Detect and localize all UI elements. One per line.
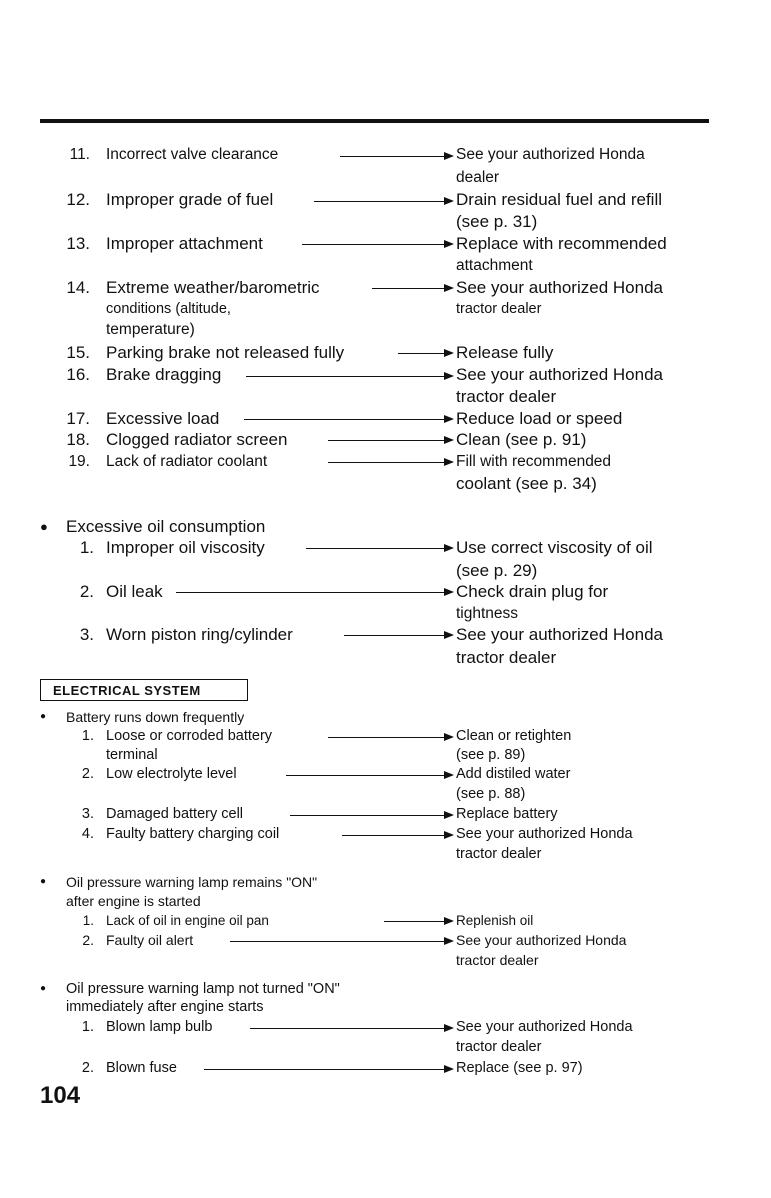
item-cause: Blown lamp bulb <box>106 1019 213 1035</box>
item-remedy: Check drain plug for <box>456 582 609 601</box>
arrow <box>342 835 452 836</box>
item-number: 13. <box>66 234 90 253</box>
item-remedy-cont: tractor dealer <box>456 648 557 667</box>
item-cause: Brake dragging <box>106 365 222 384</box>
section-title-box <box>40 679 248 701</box>
item-remedy-cont: coolant (see p. 34) <box>456 474 597 493</box>
item-number: 16. <box>66 365 90 384</box>
arrow <box>372 288 452 289</box>
item-cause: Low electrolyte level <box>106 766 237 782</box>
arrow <box>250 1028 452 1029</box>
item-cause: Faulty oil alert <box>106 932 194 948</box>
item-cause: Faulty battery charging coil <box>106 826 280 842</box>
item-remedy: Add distiled water <box>456 766 571 782</box>
page-number: 104 <box>40 1082 81 1109</box>
item-remedy-cont: (see p. 29) <box>456 561 538 580</box>
item-number: 14. <box>66 278 90 297</box>
item-remedy-cont: tractor dealer <box>456 301 542 317</box>
item-number: 17. <box>66 409 90 428</box>
item-remedy: Replace with recommended <box>456 234 667 253</box>
item-remedy-cont: (see p. 89) <box>456 747 526 763</box>
arrow <box>340 156 452 157</box>
item-remedy: Clean or retighten <box>456 728 572 744</box>
item-remedy-cont: tractor dealer <box>456 952 539 968</box>
item-number: 3. <box>79 625 94 644</box>
item-remedy: Use correct viscosity of oil <box>456 538 653 557</box>
item-remedy: Replace (see p. 97) <box>456 1060 583 1076</box>
arrow <box>204 1069 452 1070</box>
item-number: 2. <box>81 766 94 782</box>
item-remedy-cont: tightness <box>456 605 519 622</box>
arrow <box>302 244 452 245</box>
item-remedy-cont: tractor dealer <box>456 846 542 862</box>
item-remedy: See your authorized Honda <box>456 146 645 163</box>
item-remedy-cont: (see p. 88) <box>456 786 526 802</box>
item-cause: Extreme weather/barometric <box>106 278 320 297</box>
bullet-icon: ● <box>40 711 47 722</box>
item-cause: Oil leak <box>106 582 163 601</box>
section-heading-cont: immediately after engine starts <box>66 999 264 1015</box>
item-cause: Lack of radiator coolant <box>106 453 268 470</box>
item-number: 12. <box>66 190 90 209</box>
item-remedy: See your authorized Honda <box>456 625 663 644</box>
item-remedy-cont: tractor dealer <box>456 387 557 406</box>
item-number: 2. <box>82 932 94 948</box>
item-remedy-cont: attachment <box>456 257 533 274</box>
item-number: 1. <box>81 1019 94 1035</box>
item-number: 15. <box>66 343 90 362</box>
arrow <box>230 941 452 942</box>
item-cause-cont: terminal <box>106 747 158 763</box>
item-remedy: See your authorized Honda <box>456 932 627 948</box>
item-cause: Loose or corroded battery <box>106 728 273 744</box>
arrow <box>246 376 452 377</box>
item-remedy: See your authorized Honda <box>456 1019 633 1035</box>
bullet-icon: ● <box>40 983 47 994</box>
arrow <box>306 548 452 549</box>
item-cause: Worn piston ring/cylinder <box>106 625 293 644</box>
item-number: 11. <box>69 146 90 163</box>
item-cause: Improper oil viscosity <box>106 538 265 557</box>
item-cause: Incorrect valve clearance <box>106 146 279 163</box>
item-remedy: Replace battery <box>456 806 558 822</box>
arrow <box>398 353 452 354</box>
item-remedy: Replenish oil <box>456 913 534 928</box>
item-cause: Lack of oil in engine oil pan <box>106 913 269 928</box>
item-remedy: See your authorized Honda <box>456 278 663 297</box>
item-cause: Parking brake not released fully <box>106 343 345 362</box>
item-remedy-cont: tractor dealer <box>456 1039 542 1055</box>
section-heading-cont: after engine is started <box>66 893 201 909</box>
item-number: 1. <box>82 913 94 928</box>
item-cause: Blown fuse <box>106 1060 177 1076</box>
arrow <box>328 737 452 738</box>
item-number: 1. <box>81 728 94 744</box>
item-remedy-cont: (see p. 31) <box>456 212 538 231</box>
arrow <box>384 921 452 922</box>
item-remedy: Fill with recommended <box>456 453 612 470</box>
section-heading: Battery runs down frequently <box>66 709 245 725</box>
bullet-icon: ● <box>40 519 48 534</box>
item-remedy: See your authorized Honda <box>456 826 633 842</box>
item-cause: Damaged battery cell <box>106 806 244 822</box>
item-number: 2. <box>79 582 94 601</box>
item-cause: Excessive load <box>106 409 220 428</box>
arrow <box>286 775 452 776</box>
bullet-icon: ● <box>40 876 47 887</box>
section-heading: Excessive oil consumption <box>66 517 266 536</box>
item-remedy: Clean (see p. 91) <box>456 430 587 449</box>
arrow <box>344 635 452 636</box>
section-heading: Oil pressure warning lamp not turned "ON" <box>66 981 340 997</box>
item-number: 4. <box>81 826 94 842</box>
arrow <box>328 440 452 441</box>
item-remedy: Reduce load or speed <box>456 409 623 428</box>
section-heading: Oil pressure warning lamp remains "ON" <box>66 874 318 890</box>
item-number: 3. <box>81 806 94 822</box>
item-remedy: Drain residual fuel and refill <box>456 190 662 209</box>
item-remedy-cont: dealer <box>456 169 500 186</box>
item-number: 2. <box>81 1060 94 1076</box>
item-cause-cont: temperature) <box>106 321 195 338</box>
arrow <box>328 462 452 463</box>
arrow <box>176 592 452 593</box>
arrow <box>244 419 452 420</box>
arrow <box>290 815 452 816</box>
item-remedy: Release fully <box>456 343 554 362</box>
top-rule <box>40 119 709 123</box>
item-cause: Clogged radiator screen <box>106 430 288 449</box>
item-cause: Improper attachment <box>106 234 263 253</box>
section-title: ELECTRICAL SYSTEM <box>53 683 201 698</box>
item-number: 1. <box>79 538 94 557</box>
arrow <box>314 201 452 202</box>
item-cause: Improper grade of fuel <box>106 190 274 209</box>
item-remedy: See your authorized Honda <box>456 365 663 384</box>
item-cause-cont: conditions (altitude, <box>106 301 231 317</box>
item-number: 19. <box>68 453 90 470</box>
item-number: 18. <box>66 430 90 449</box>
